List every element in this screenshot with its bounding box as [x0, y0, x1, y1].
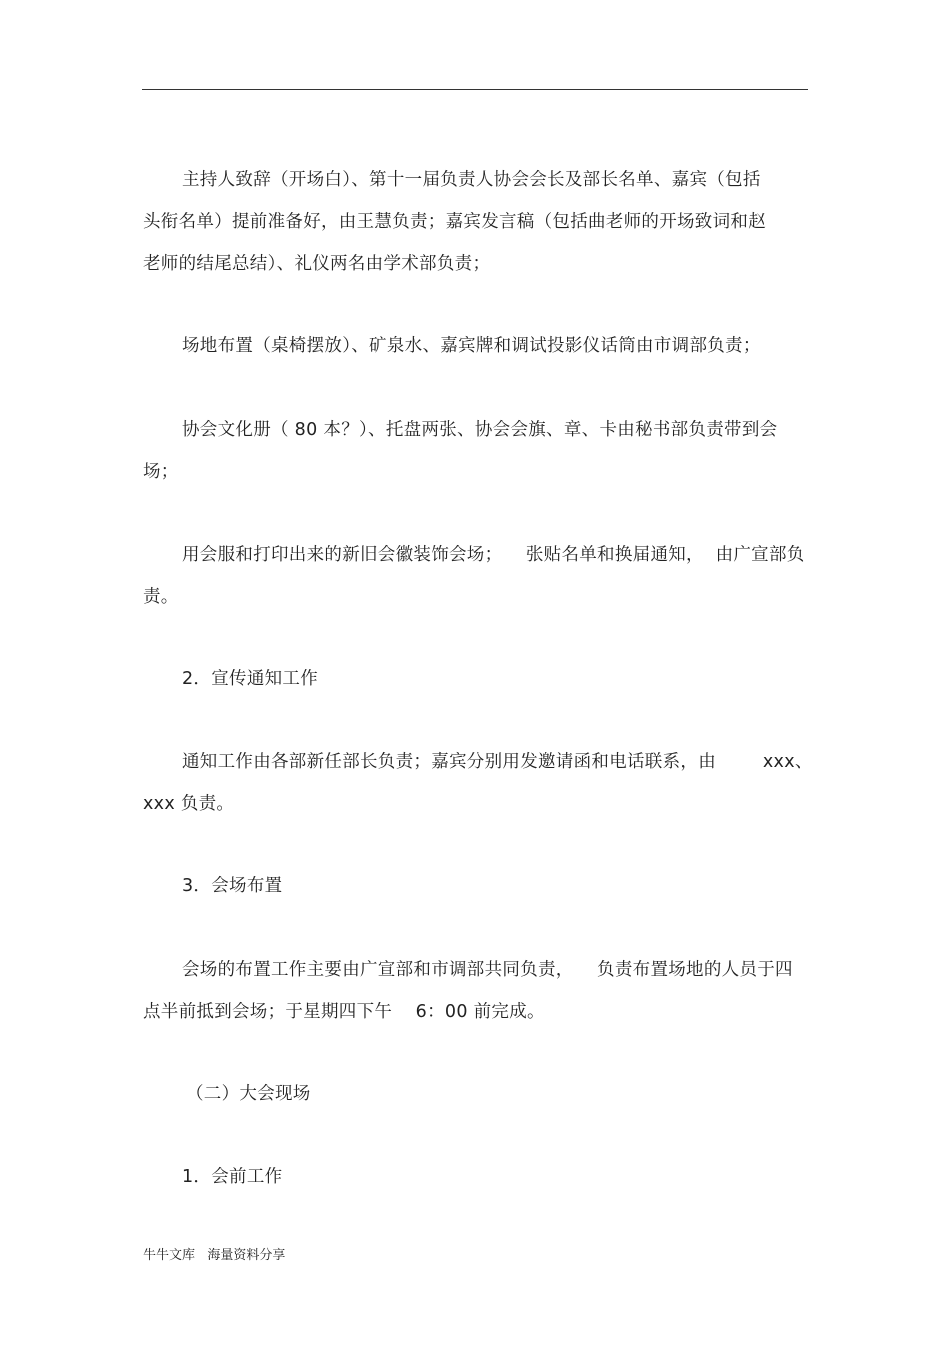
section-heading-venue-setup: 3．会场布置: [182, 876, 283, 896]
paragraph-2-line-1: 场地布置（桌椅摆放）、矿泉水、嘉宾牌和调试投影仪话筒由市调部负责；: [182, 336, 761, 356]
footer-text: 牛牛文库 海量资料分享: [143, 1248, 286, 1263]
paragraph-1-line-2: 头衔名单）提前准备好，由王慧负责；嘉宾发言稿（包括曲老师的开场致词和赵: [143, 212, 766, 232]
paragraph-3-line-2: 场；: [143, 462, 179, 482]
section-heading-conference-site: （二）大会现场: [186, 1084, 311, 1104]
paragraph-1-line-3: 老师的结尾总结）、礼仪两名由学术部负责；: [143, 254, 491, 274]
section-heading-publicity: 2．宣传通知工作: [182, 669, 319, 689]
paragraph-6-line-2: 点半前抵到会场；于星期四下午 6：00 前完成。: [143, 1002, 545, 1022]
header-rule: [142, 89, 808, 90]
paragraph-1-line-1: 主持人致辞（开场白）、第十一届负责人协会会长及部长名单、嘉宾（包括: [182, 170, 761, 190]
section-heading-pre-meeting: 1．会前工作: [182, 1167, 283, 1187]
paragraph-3-line-1: 协会文化册（ 80 本？）、托盘两张、协会会旗、章、卡由秘书部负责带到会: [182, 420, 778, 440]
paragraph-4-line-2: 责。: [143, 587, 179, 607]
paragraph-4-line-1: 用会服和打印出来的新旧会徽装饰会场； 张贴名单和换届通知， 由广宣部负: [182, 545, 805, 565]
paragraph-5-line-2: xxx 负责。: [143, 794, 235, 814]
paragraph-5-line-1: 通知工作由各部新任部长负责；嘉宾分别用发邀请函和电话联系，由 xxx、: [182, 752, 813, 772]
paragraph-6-line-1: 会场的布置工作主要由广宣部和市调部共同负责， 负责布置场地的人员于四: [182, 960, 793, 980]
